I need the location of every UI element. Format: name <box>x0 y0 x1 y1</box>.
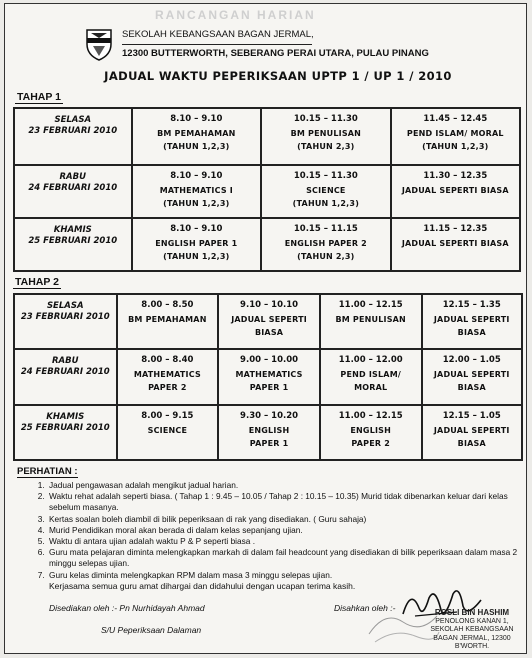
table-row <box>14 349 522 405</box>
exam-slot: 12.00 – 1.05 JADUAL SEPERTI BIASA <box>422 349 523 405</box>
day-cell: KHAMIS 25 FEBRUARI 2010 <box>14 218 132 271</box>
exam-slot: 12.15 – 1.05 JADUAL SEPERTI BIASA <box>422 405 523 460</box>
exam-slot: 9.30 – 10.20 ENGLISH PAPER 1 <box>218 405 320 460</box>
exam-slot: 9.00 – 10.00 MATHEMATICS PAPER 1 <box>218 349 320 405</box>
table-row <box>14 165 520 218</box>
table-row <box>14 108 520 165</box>
list-item: 2. Waktu rehat adalah seperti biasa. ( Tahap 1 : 9.45 – 10.05 / Tahap 2 : 10.15 – 10.35) Murid tidak dibenarkan keluar dari kelas sebelum masanya. <box>47 491 527 513</box>
exam-slot: 10.15 – 11.30 BM PENULISAN (TAHUN 2,3) <box>261 108 390 165</box>
document-page <box>4 3 527 654</box>
header-rule <box>122 44 312 45</box>
exam-slot: 11.15 – 12.35 JADUAL SEPERTI BIASA <box>391 218 520 271</box>
exam-slot: 8.00 – 8.40 MATHEMATICS PAPER 2 <box>117 349 219 405</box>
exam-slot: 11.45 – 12.45 PEND ISLAM/ MORAL (TAHUN 1,2,3) <box>391 108 520 165</box>
tahap-2-label: TAHAP 2 <box>15 276 59 288</box>
list-item: 1. Jadual pengawasan adalah mengikut jadual harian. <box>47 480 527 491</box>
prepared-by: Disediakan oleh :- Pn Nurhidayah Ahmad <box>49 603 205 613</box>
day-cell: SELASA 23 FEBRUARI 2010 <box>14 294 117 349</box>
exam-slot: 11.30 – 12.35 JADUAL SEPERTI BIASA <box>391 165 520 218</box>
day-cell: RABU 24 FEBRUARI 2010 <box>14 165 132 218</box>
table-row <box>14 294 522 349</box>
exam-slot: 12.15 – 1.35 JADUAL SEPERTI BIASA <box>422 294 523 349</box>
principal-stamp: ROSLI BIN HASHIM PENOLONG KANAN 1, SEKOLAH KEBANGSAAN BAGAN JERMAL, 12300 B'WORTH. <box>430 608 514 651</box>
document-title: JADUAL WAKTU PEPERIKSAAN UPTP 1 / UP 1 / 2010 <box>104 69 452 83</box>
tahap-2-schedule-table <box>13 293 523 461</box>
bleed-through-text: RANCANGAN HARIAN <box>155 8 316 22</box>
day-cell: RABU 24 FEBRUARI 2010 <box>14 349 117 405</box>
tahap-1-label: TAHAP 1 <box>17 91 61 103</box>
list-item: 5. Waktu di antara ujian adalah waktu P & P seperti biasa . <box>47 536 527 547</box>
exam-slot: 8.10 – 9.10 BM PEMAHAMAN (TAHUN 1,2,3) <box>132 108 262 165</box>
list-item: 7. Guru kelas diminta melengkapkan RPM dalam masa 3 minggu selepas ujian. <box>47 570 527 581</box>
school-address: 12300 BUTTERWORTH, SEBERANG PERAI UTARA, PULAU PINANG <box>122 48 429 59</box>
day-cell: SELASA 23 FEBRUARI 2010 <box>14 108 132 165</box>
exam-slot: 10.15 – 11.30 SCIENCE (TAHUN 1,2,3) <box>261 165 390 218</box>
list-item: 6. Guru mata pelajaran diminta melengkapkan markah di dalam fail headcount yang disediakan di bilik peperiksaan dalam masa 2 minggu selepas ujian. <box>47 547 527 569</box>
notes-title: PERHATIAN : <box>17 466 78 477</box>
exam-slot: 8.00 – 8.50 BM PEMAHAMAN <box>117 294 219 349</box>
closing-remark: Kerjasama semua guru amat dihargai dan didahului dengan ucapan terima kasih. <box>49 581 356 591</box>
table-row <box>14 218 520 271</box>
school-name: SEKOLAH KEBANGSAAN BAGAN JERMAL, <box>122 29 314 40</box>
tahap-1-schedule-table <box>13 107 521 272</box>
prepared-by-role: S/U Peperiksaan Dalaman <box>101 625 202 635</box>
approved-by: Disahkan oleh :- <box>334 603 396 613</box>
day-cell: KHAMIS 25 FEBRUARI 2010 <box>14 405 117 460</box>
exam-slot: 8.00 – 9.15 SCIENCE <box>117 405 219 460</box>
exam-slot: 11.00 – 12.00 PEND ISLAM/ MORAL <box>320 349 422 405</box>
exam-slot: 11.00 – 12.15 BM PENULISAN <box>320 294 422 349</box>
exam-slot: 11.00 – 12.15 ENGLISH PAPER 2 <box>320 405 422 460</box>
exam-slot: 8.10 – 9.10 MATHEMATICS I (TAHUN 1,2,3) <box>132 165 262 218</box>
list-item: 3. Kertas soalan boleh diambil di bilik peperiksaan di rak yang disediakan. ( Guru sahaja) <box>47 514 527 525</box>
school-crest-logo <box>81 26 117 62</box>
exam-slot: 9.10 – 10.10 JADUAL SEPERTI BIASA <box>218 294 320 349</box>
list-item: 4. Murid Pendidikan moral akan berada di dalam kelas sepanjang ujian. <box>47 525 527 536</box>
exam-slot: 10.15 – 11.15 ENGLISH PAPER 2 (TAHUN 2,3) <box>261 218 390 271</box>
exam-slot: 8.10 – 9.10 ENGLISH PAPER 1 (TAHUN 1,2,3) <box>132 218 262 271</box>
table-row <box>14 405 522 460</box>
notes-list <box>29 480 527 581</box>
